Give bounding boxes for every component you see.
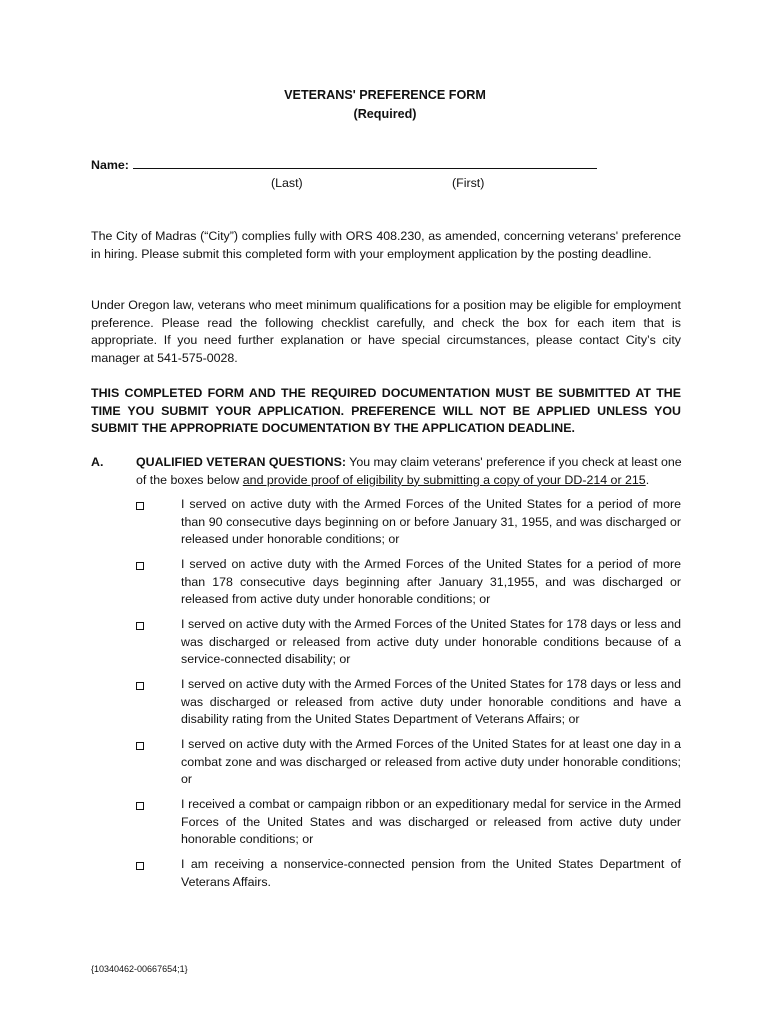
form-title-required: (Required) xyxy=(353,106,417,121)
first-name-caption: (First) xyxy=(452,176,485,190)
checklist-item-1: I served on active duty with the Armed Forces of the United States for a period of more than 90 consecutive days beginning on or before January 31, 1955, and was discharged or released under honorable conditions; or xyxy=(181,497,681,547)
intro-paragraph: The City of Madras (“City”) complies fully with ORS 408.230, as amended, concerning veterans' preference in hiring. Please submit this completed form with your employment application by the posting deadline. xyxy=(91,229,681,261)
checkbox-7[interactable] xyxy=(136,858,146,868)
form-title xyxy=(0,86,770,123)
section-a-period: . xyxy=(645,472,650,487)
last-name-caption: (Last) xyxy=(271,176,303,190)
checkbox-3[interactable] xyxy=(136,618,146,628)
section-a-letter: A. xyxy=(91,455,104,469)
submission-notice: THIS COMPLETED FORM AND THE REQUIRED DOCUMENTATION MUST BE SUBMITTED AT THE TIME YOU SUBMIT YOUR APPLICATION. PREFERENCE WILL NOT BE APPLIED UNLESS YOU SUBMIT THE APPROPRIATE DOCUMENTATION BY THE APPLICATION DEADLINE. xyxy=(91,386,681,436)
section-a-text: You may claim veterans' preference if you check at least one of the boxes below xyxy=(136,455,682,487)
checklist-item-2: I served on active duty with the Armed Forces of the United States for a period of more than 178 consecutive days beginning after January 31,1955, and was discharged or released from active duty under honorable conditions; or xyxy=(181,557,681,607)
section-a-heading: QUALIFIED VETERAN QUESTIONS: xyxy=(136,455,346,469)
checklist-item-3: I served on active duty with the Armed Forces of the United States for 178 days or less and was discharged or released from active duty under honorable conditions because of a service-connected disability; or xyxy=(181,617,681,667)
checkbox-6[interactable] xyxy=(136,798,146,808)
checklist-item-6: I received a combat or campaign ribbon or an expeditionary medal for service in the Armed Forces of the United States and was discharged or released from active duty under honorable conditions; or xyxy=(181,797,681,847)
checklist-item-4: I served on active duty with the Armed Forces of the United States for 178 days or less and was discharged or released from active duty under honorable conditions and have a disability rating from the United States Department of Veterans Affairs; or xyxy=(181,677,681,727)
checkbox-2[interactable] xyxy=(136,558,146,568)
name-field-row xyxy=(91,157,611,175)
checkbox-1[interactable] xyxy=(136,498,146,508)
name-input-line[interactable] xyxy=(133,157,597,169)
checkbox-5[interactable] xyxy=(136,738,146,748)
section-a-intro xyxy=(136,454,682,489)
oregon-law-paragraph: Under Oregon law, veterans who meet minimum qualifications for a position may be eligible for employment preference. Please read the following checklist carefully, and check the box for each item that is appropriate. If you need further explanation or have special circumstances, please contact City’s city manager at 541-575-0028. xyxy=(91,298,681,365)
checklist-item-7: I am receiving a nonservice-connected pension from the United States Department of Veterans Affairs. xyxy=(181,857,681,889)
document-id-footer: {10340462-00667654;1} xyxy=(91,964,188,974)
checklist-item-5: I served on active duty with the Armed Forces of the United States for at least one day in a combat zone and was discharged or released from active duty under honorable conditions; or xyxy=(181,737,681,787)
checkbox-4[interactable] xyxy=(136,678,146,688)
name-label: Name: xyxy=(91,158,129,172)
form-title-main: VETERANS' PREFERENCE FORM xyxy=(284,88,486,102)
section-a-proof-requirement: and provide proof of eligibility by submitting a copy of your DD-214 or 215 xyxy=(242,472,646,487)
